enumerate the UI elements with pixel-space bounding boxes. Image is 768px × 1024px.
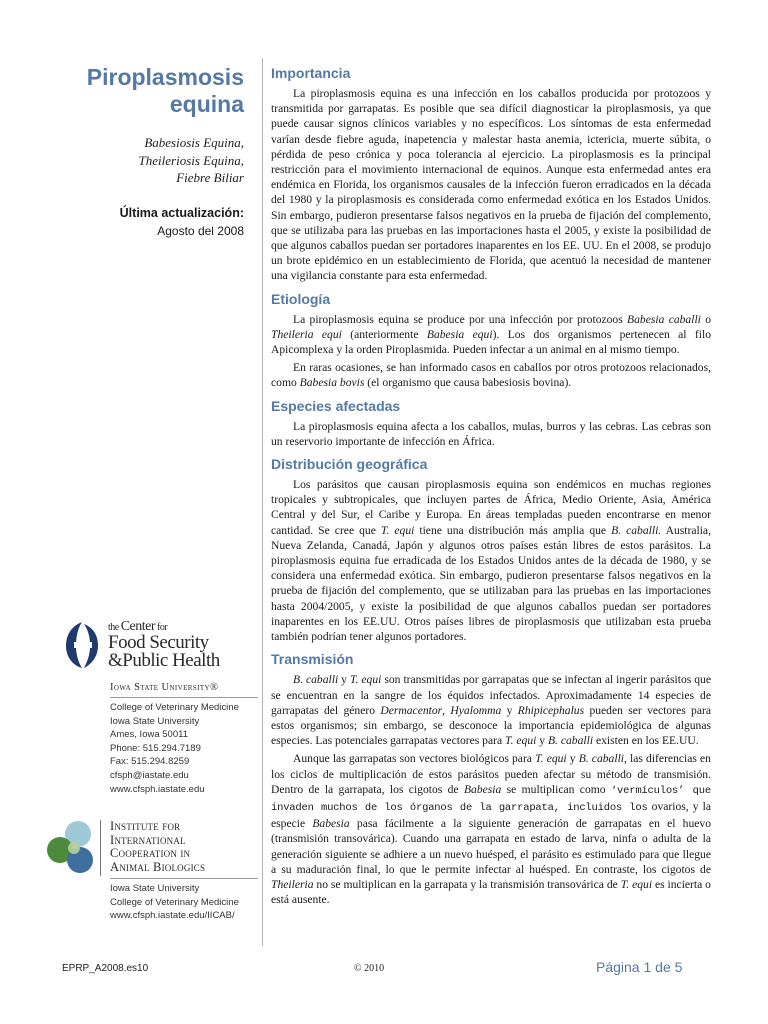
cfsph-line-2: Food Security (108, 632, 209, 653)
section-heading: Distribución geográfica (271, 456, 428, 473)
section-etiologia (271, 290, 711, 391)
contact-line: Iowa State University (110, 715, 200, 727)
left-column (0, 0, 262, 1024)
cfsph-logo-icon (62, 620, 102, 670)
cfsph-contact (110, 701, 239, 796)
icab-divider (110, 878, 258, 879)
paragraph: Aunque las garrapatas son vectores biológicos para T. equi y B. caballi, las diferencias en los ciclos de multiplicación de estos parásitos pueden afectar su método de transmisión. Dentro de la garrapata, los cigotos de Babesia se multiplican como ‘vermículos’ que invaden muchos de los órganos de la garrapata, incluidos los ovarios, y la especie Babesia pasa fácilmente a la siguiente generación de garrapatas en el huevo (transmisión transovárica). Cuando una garrapata en estado de larva, ninfa o adulta de la generación siguiente se adhiere a un nuevo huésped, el parásito es estimulado para que llegue a su maduración final, lo que le permite infectar al huésped. En contraste, los cigotos de Theileria no se multiplican en la garrapata y la transmisión transovárica de T. equi es incierta o está ausente. (271, 752, 712, 907)
icab-wordmark (110, 820, 205, 874)
isu-name: Iowa State University® (110, 682, 219, 693)
alias-2: Theileriosis Equina, (138, 152, 244, 168)
section-especies (271, 397, 711, 449)
document-code: EPRP_A2008.es10 (62, 963, 149, 974)
icab-contact (110, 882, 239, 923)
contact-line: Ames, Iowa 50011 (110, 729, 188, 741)
section-heading: Transmisión (271, 651, 354, 668)
section-distribucion (271, 455, 711, 644)
paragraph: B. caballi y T. equi son transmitidas por garrapatas que se infectan al ingerir parásitos que se encuentran en la sangre de los équidos infectados. Aproximadamente 14 especies de garrapatas del género Dermacentor, Hyalomma y Rhipicephalus pueden ser vectores para estos organismos; sin embargo, se desconoce la importancia epidemiológica de algunas especies. Las potenciales garrapatas vectores para T. equi y B. caballi existen en los EE.UU. (271, 673, 712, 748)
icab-line-4: Animal Biologics (110, 859, 206, 874)
section-transmision (271, 650, 711, 907)
icab-line-2: International (110, 832, 186, 847)
cfsph-line-1: the Center for (108, 619, 168, 634)
copyright: © 2010 (354, 963, 385, 974)
section-importancia (271, 64, 711, 284)
document-title (74, 64, 244, 118)
last-update-date: Agosto del 2008 (157, 224, 244, 238)
section-heading: Etiología (271, 290, 331, 307)
contact-line: College of Veterinary Medicine (110, 702, 239, 713)
contact-line: Iowa State University (110, 883, 200, 894)
contact-website[interactable]: www.cfsph.iastate.edu (110, 783, 205, 795)
paragraph: Los parásitos que causan piroplasmosis equina son endémicos en muchas regiones tropicales y subtropicales, que incluyen partes de África, Medio Oriente, Asia, América Central y del Sur, el Caribe y Europa. En áreas templadas pueden encontrarse en menor cantidad. Se cree que T. equi tiene una distribución más amplia que B. caballi. Australia, Nueva Zelanda, Canadá, Japón y algunos otros países están libres de estos parásitos. La piroplasmosis equina fue erradicada de los Estados Unidos antes de la década de 1980, y se considera una enfermedad exótica. Sin embargo, pudieron presentarse falsos negativos en la prueba de fijación del complemento, que se utilizaban para las pruebas en las importaciones hasta 2004/2005, y existe la posibilidad de que algunos caballos puedan ser portadores inaparentes en los EE.UU. Otros países libres de piroplasmosis que utilizaban esta prueba también podrían tener algunos portadores. (271, 478, 711, 644)
page-number: Página 1 de 5 (596, 959, 683, 975)
isu-divider (110, 697, 258, 698)
contact-email[interactable]: cfsph@iastate.edu (110, 769, 189, 781)
cfsph-wordmark (108, 620, 220, 670)
document-title-text: Piroplasmosis equina (86, 64, 244, 117)
contact-line: College of Veterinary Medicine (110, 896, 239, 908)
paragraph: La piroplasmosis equina afecta a los caballos, mulas, burros y las cebras. Las cebras son un reservorio importante de infección en África. (271, 419, 711, 448)
icab-divider-line (100, 820, 101, 876)
paragraph: En raras ocasiones, se han informado casos en caballos por otros protozoos relacionados, como Babesia bovis (el organismo que causa babesiosis bovina). (271, 361, 711, 390)
alias-1: Babesiosis Equina, (144, 135, 244, 150)
paragraph: La piroplasmosis equina se produce por una infección por protozoos Babesia caballi o Theileria equi (anteriormente Babesia equi). Los dos organismos pertenecen al filo Apicomplexa y la orden Piroplasmida. Pueden infectar a un animal en al mismo tiempo. (271, 312, 712, 357)
article-body (271, 64, 711, 913)
paragraph: La piroplasmosis equina es una infección en los caballos producida por protozoos y transmitida por garrapatas. Es posible que sea difícil diagnosticar la piroplasmosis, ya que puede causar signos clínicos variables y no específicos. Los síntomas de esta enfermedad varían desde fiebre aguda, inapetencia y malestar hasta anemia, ictericia, muerte súbita, o pérdida de peso crónica y poca tolerancia al ejercicio. La piroplasmosis es la principal restricción para el movimiento internacional de equinos. Aunque esta enfermedad antes era endémica en Florida, los organismos causales de la infección fueron erradicados en la década del 1980 y la piroplasmosis es considerada como enfermedad exótica en los Estados Unidos. Sin embargo, pudieron presentarse falsos negativos en la prueba de fijación del complemento, que se utilizaba para las pruebas en las importaciones hasta el 2005, y existe la posibilidad de que algunos caballos puedan ser portadores inaparentes en los EE. UU. En el 2008, se produjo un brote epidémico en un establecimiento de Florida, que acentuó la necesidad de mantener una vigilancia constante para esta enfermedad. (271, 87, 711, 283)
contact-fax: Fax: 515.294.8259 (110, 756, 190, 768)
section-heading: Importancia (271, 65, 351, 81)
section-heading: Especies afectadas (271, 397, 401, 414)
contact-phone: Phone: 515.294.7189 (110, 742, 201, 754)
cfsph-line-3: &Public Health (108, 650, 220, 671)
icab-logo-icon (44, 818, 100, 878)
disease-aliases (139, 134, 244, 187)
contact-website[interactable]: www.cfsph.iastate.edu/IICAB/ (110, 910, 235, 922)
last-update-label: Última actualización: (119, 206, 244, 220)
icab-line-3: Cooperation in (110, 846, 191, 861)
icab-line-1: Institute for (110, 819, 181, 833)
column-divider (262, 58, 263, 946)
alias-3: Fiebre Biliar (176, 170, 244, 185)
